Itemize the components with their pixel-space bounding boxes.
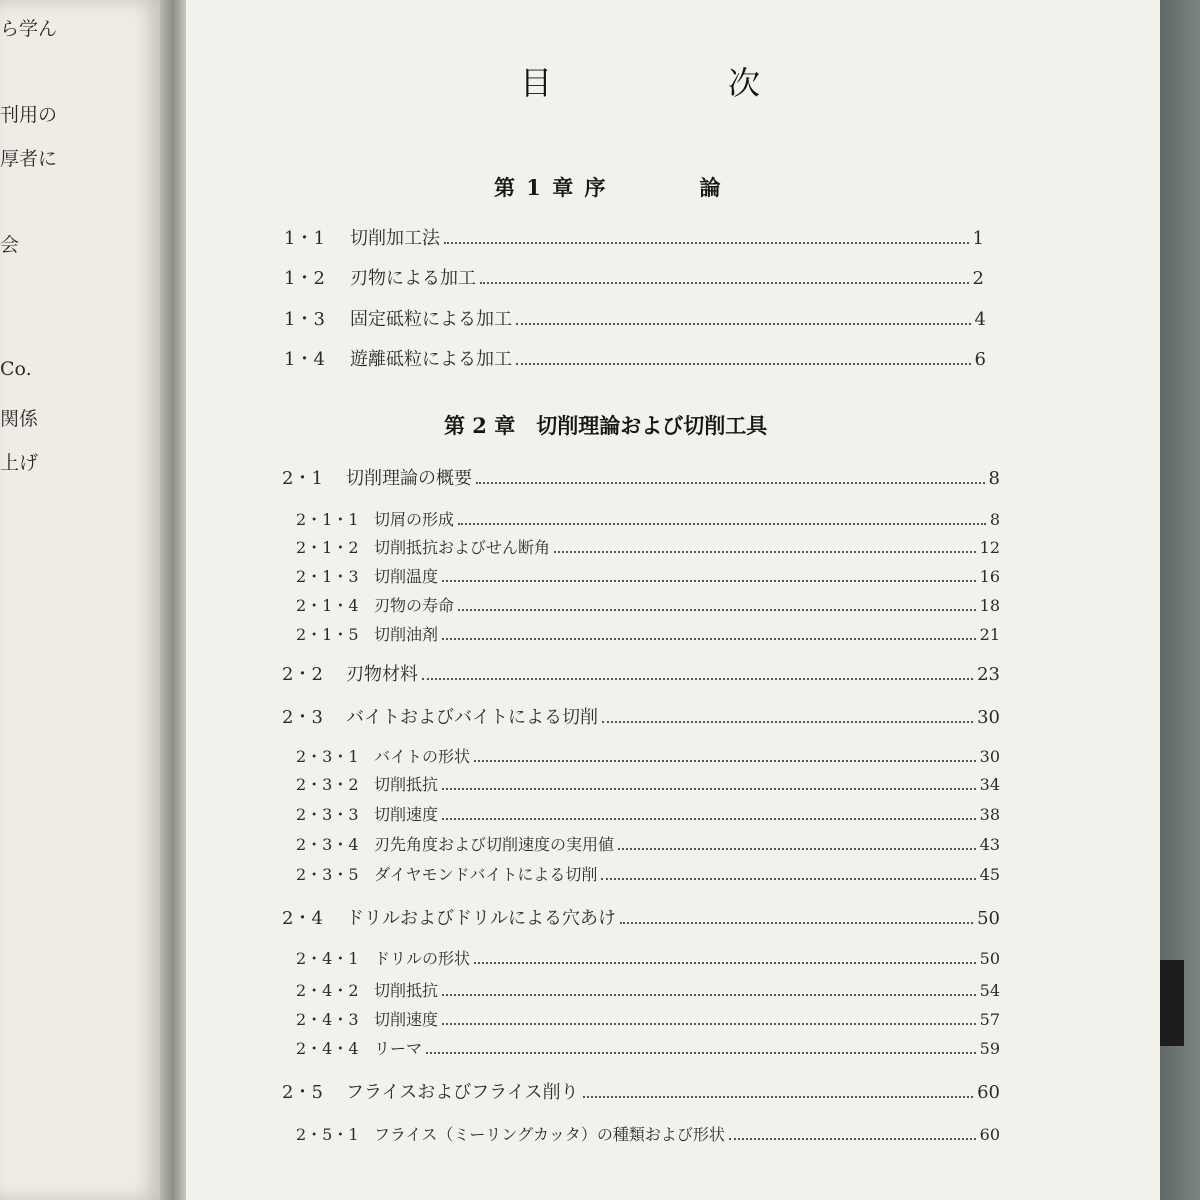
dot-leader	[729, 1138, 976, 1140]
toc-entry	[282, 1078, 1000, 1104]
dot-leader	[442, 994, 976, 996]
dot-leader	[458, 523, 986, 525]
section-number: 2・3・1	[296, 747, 359, 766]
page-number: 45	[979, 865, 1000, 884]
section-title: 切削抵抗	[374, 981, 439, 1000]
section-number: 2・2	[282, 664, 323, 685]
dot-leader	[442, 818, 976, 820]
section-title: バイトおよびバイトによる切削	[346, 707, 598, 728]
toc-entry	[296, 802, 1000, 825]
dot-leader	[602, 721, 973, 723]
chapter-heading: 第 2 章 切削理論および切削工具	[444, 413, 768, 438]
toc-title-left: 目	[520, 64, 553, 102]
section-number: 2・1・4	[296, 596, 359, 615]
section-title: フライスおよびフライス削り	[346, 1082, 579, 1103]
left-page-fragment: 上げ	[0, 452, 39, 474]
section-title: 切削理論の概要	[346, 468, 472, 489]
dot-leader	[422, 678, 973, 680]
section-number: 2・1・3	[296, 567, 359, 586]
section-number: 2・4・4	[296, 1039, 359, 1058]
dot-leader	[458, 609, 976, 611]
toc-entry	[282, 464, 1000, 490]
section-number: 2・3・2	[296, 775, 359, 794]
dot-leader	[480, 282, 969, 284]
toc-entry	[284, 264, 984, 290]
section-number: 2・3	[282, 707, 323, 728]
page-number: 8	[989, 510, 1000, 529]
toc-entry	[296, 978, 1000, 1001]
left-page-fragment: 厚者に	[0, 148, 58, 170]
page-number: 30	[979, 747, 1000, 766]
section-number: 2・1・5	[296, 625, 359, 644]
toc-entry	[282, 904, 1000, 930]
toc-entry	[296, 744, 1000, 767]
section-title: 切削抵抗およびせん断角	[374, 538, 551, 557]
section-title: フライス（ミーリングカッタ）の種類および形状	[374, 1125, 725, 1144]
toc-entry	[284, 224, 984, 250]
section-title: 遊離砥粒による加工	[350, 349, 512, 370]
section-number: 1・2	[284, 268, 325, 289]
left-page-fragment: ら学ん	[0, 18, 58, 40]
dot-leader	[442, 788, 976, 790]
section-title: リーマ	[374, 1039, 423, 1058]
page-number: 50	[979, 949, 1000, 968]
page-number: 43	[979, 835, 1000, 854]
page-number: 18	[979, 596, 1000, 615]
page-number: 21	[979, 625, 1000, 644]
toc-entry	[296, 535, 1000, 558]
section-title: 切削速度	[374, 1010, 439, 1029]
dot-leader	[620, 922, 973, 924]
section-title: 切削温度	[374, 567, 439, 586]
section-title: 刃物の寿命	[374, 596, 455, 615]
section-number: 2・4	[282, 908, 323, 929]
toc-entry	[296, 946, 1000, 969]
toc-entry	[296, 507, 1000, 530]
page-number: 38	[979, 805, 1000, 824]
section-title: 切削速度	[374, 805, 439, 824]
dot-leader	[474, 760, 976, 762]
dot-leader	[554, 551, 976, 553]
left-page-fragment: 刊用の	[0, 104, 58, 126]
page-number: 60	[977, 1082, 1000, 1103]
page-number: 4	[974, 309, 986, 330]
dot-leader	[444, 242, 969, 244]
toc-entry	[296, 1122, 1000, 1145]
section-number: 2・4・2	[296, 981, 359, 1000]
toc-entry	[296, 862, 1000, 885]
section-number: 1・4	[284, 349, 325, 370]
chapter-heading: 第 1 章 序 論	[494, 175, 723, 200]
dot-leader	[583, 1096, 974, 1098]
toc-entry	[296, 772, 1000, 795]
section-number: 2・3・5	[296, 865, 359, 884]
section-title: 刃物材料	[346, 664, 418, 685]
page-number: 23	[977, 664, 1000, 685]
toc-entry	[296, 593, 1000, 616]
section-title: 切削抵抗	[374, 775, 439, 794]
section-number: 1・3	[284, 309, 325, 330]
section-number: 2・3・3	[296, 805, 359, 824]
index-tab	[1160, 960, 1184, 1046]
section-number: 2・5	[282, 1082, 323, 1103]
page-number: 6	[974, 349, 986, 370]
dot-leader	[474, 962, 976, 964]
page-number: 50	[977, 908, 1000, 929]
page-number: 16	[979, 567, 1000, 586]
toc-entry	[296, 622, 1000, 645]
page-number: 34	[979, 775, 1000, 794]
section-number: 2・3・4	[296, 835, 359, 854]
page-number: 54	[979, 981, 1000, 1000]
section-title: バイトの形状	[374, 747, 471, 766]
section-number: 2・4・1	[296, 949, 359, 968]
section-number: 2・1・1	[296, 510, 359, 529]
book-gutter	[160, 0, 186, 1200]
section-number: 2・1・2	[296, 538, 359, 557]
page-number: 12	[979, 538, 1000, 557]
section-title: 切屑の形成	[374, 510, 455, 529]
section-title: 刃物による加工	[350, 268, 476, 289]
page-number: 2	[972, 268, 984, 289]
dot-leader	[601, 878, 975, 880]
left-page-fragment: 会	[0, 234, 20, 256]
toc-entry	[296, 1036, 1000, 1059]
toc-entry	[296, 832, 1000, 855]
toc-entry	[296, 564, 1000, 587]
toc-entry	[282, 660, 1000, 686]
toc-entry	[284, 305, 986, 331]
toc-entry	[282, 703, 1000, 729]
dot-leader	[426, 1052, 976, 1054]
dot-leader	[442, 1023, 976, 1025]
section-title: ダイヤモンドバイトによる切削	[374, 865, 598, 884]
section-title: 刃先角度および切削速度の実用値	[374, 835, 615, 854]
dot-leader	[516, 363, 971, 365]
page-number: 1	[972, 228, 984, 249]
page-number: 59	[979, 1039, 1000, 1058]
section-number: 1・1	[284, 228, 325, 249]
section-title: 切削油剤	[374, 625, 439, 644]
dot-leader	[442, 638, 976, 640]
section-number: 2・5・1	[296, 1125, 359, 1144]
dot-leader	[476, 482, 985, 484]
toc-entry	[284, 345, 986, 371]
dot-leader	[618, 848, 976, 850]
section-title: 固定砥粒による加工	[350, 309, 512, 330]
left-page-fragment: 関係	[0, 408, 39, 430]
left-page-fragment: Co.	[0, 358, 32, 380]
section-number: 2・1	[282, 468, 323, 489]
toc-title-right: 次	[727, 64, 760, 102]
toc-title	[520, 58, 760, 104]
left-page	[0, 0, 160, 1200]
dot-leader	[442, 580, 976, 582]
page-number: 30	[977, 707, 1000, 728]
page-number: 60	[979, 1125, 1000, 1144]
toc-entry	[296, 1007, 1000, 1030]
page-number: 8	[988, 468, 1000, 489]
section-title: ドリルおよびドリルによる穴あけ	[346, 908, 616, 929]
section-number: 2・4・3	[296, 1010, 359, 1029]
page-number: 57	[979, 1010, 1000, 1029]
dot-leader	[516, 323, 971, 325]
section-title: ドリルの形状	[374, 949, 471, 968]
section-title: 切削加工法	[350, 228, 440, 249]
